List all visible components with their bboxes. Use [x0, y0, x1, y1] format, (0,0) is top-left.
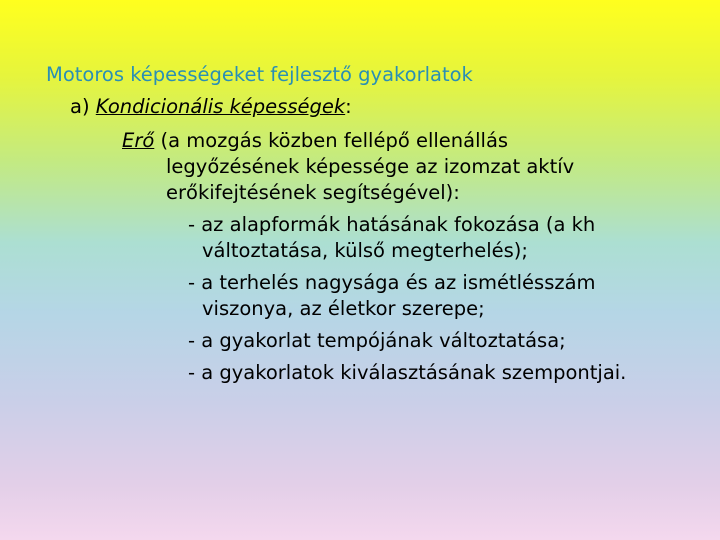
definition-term: Erő	[122, 129, 155, 152]
definition-line-2: legyőzésének képessége az izomzat aktív	[166, 155, 575, 178]
section-heading	[70, 94, 352, 120]
section-prefix: a)	[70, 95, 96, 118]
bullet-1: - az alapformák hatásának fokozása (a kh	[188, 213, 596, 236]
definition-line-1	[122, 128, 508, 154]
definition-line-3: erőkifejtésének segítségével):	[166, 181, 460, 204]
section-suffix: :	[345, 95, 352, 118]
bullet-4: - a gyakorlatok kiválasztásának szempontjai.	[188, 361, 627, 384]
definition-text-1: (a mozgás közben fellépő ellenállás	[154, 129, 509, 152]
slide-title: Motoros képességeket fejlesztő gyakorlatok	[46, 63, 473, 86]
bullet-2: - a terhelés nagysága és az ismétlésszám	[188, 271, 596, 294]
section-heading-text: Kondicionális képességek	[95, 95, 346, 118]
bullet-2-continuation: viszonya, az életkor szerepe;	[202, 297, 485, 320]
bullet-1-continuation: változtatása, külső megterhelés);	[202, 239, 528, 262]
bullet-3: - a gyakorlat tempójának változtatása;	[188, 329, 566, 352]
